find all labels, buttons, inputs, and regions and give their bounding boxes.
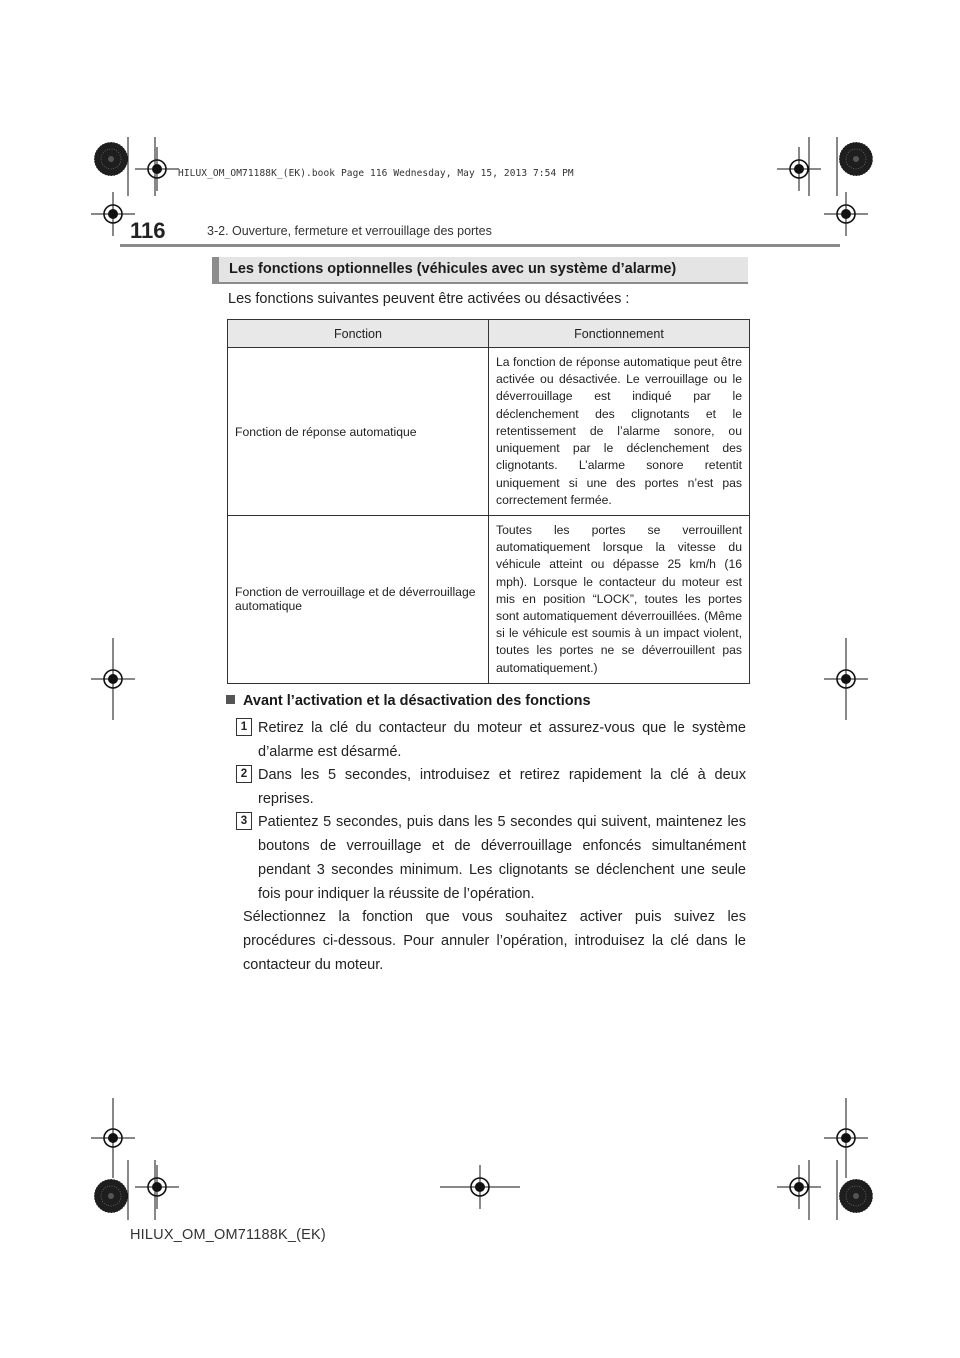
registration-mark-icon: [135, 147, 179, 191]
star-target-icon: [839, 142, 873, 176]
procedure-heading: [226, 693, 591, 709]
table-row: [228, 516, 750, 684]
column-header: Fonctionnement: [489, 320, 750, 348]
function-name: Fonction de verrouillage et de déverrouillage automatique: [228, 516, 489, 684]
section-intro: Les fonctions suivantes peuvent être activées ou désactivées :: [228, 291, 630, 307]
registration-mark-icon: [824, 192, 868, 236]
registration-mark-icon: [91, 192, 135, 236]
function-operation: La fonction de réponse automatique peut être activée ou désactivée. Le verrouillage ou le déverrouillage est indiqué par le déclenchement des clignotants et le retentissement de l’alarme sonore, ou uniquement par le déclenchement des clignotants. L’alarme sonore retentit uniquement si une des portes n’est pas correctement fermée.: [489, 348, 750, 516]
step-item: [236, 810, 746, 906]
book-info: HILUX_OM_OM71188K_(EK).book Page 116 Wednesday, May 15, 2013 7:54 PM: [178, 168, 574, 179]
step-number-badge: 2: [236, 765, 252, 783]
square-bullet-icon: [226, 695, 235, 704]
table-header-row: [228, 320, 750, 348]
star-target-icon: [94, 142, 128, 176]
column-header: Fonction: [228, 320, 489, 348]
closing-paragraph: Sélectionnez la fonction que vous souhaitez activer puis suivez les procédures ci-dessous. Pour annuler l’opération, introduisez la clé dans le contacteur du moteur.: [243, 909, 746, 973]
step-item: [236, 716, 746, 764]
functions-table: [227, 319, 750, 684]
chapter-title: 3-2. Ouverture, fermeture et verrouillage des portes: [207, 224, 492, 238]
star-target-icon: [839, 1179, 873, 1213]
step-item: [236, 763, 746, 811]
step-text: Retirez la clé du contacteur du moteur et assurez-vous que le système d’alarme est désarmé.: [258, 720, 746, 760]
star-target-icon: [94, 1179, 128, 1213]
function-operation: Toutes les portes se verrouillent automatiquement lorsque la vitesse du véhicule atteint ou dépasse 25 km/h (16 mph). Lorsque le contacteur du moteur est mis en position “LOCK”, toutes les portes sont automatiquement déverrouillées. (Même si le véhicule est soumis à un impact violent, toutes les portes ne se déverrouillent pas automatiquement.): [489, 516, 750, 684]
registration-mark-icon: [135, 1165, 179, 1209]
table-row: [228, 348, 750, 516]
page-number: 116: [130, 218, 166, 243]
procedure-heading-text: Avant l’activation et la désactivation des fonctions: [243, 693, 591, 709]
registration-mark-icon: [777, 1165, 821, 1209]
step-text: Patientez 5 secondes, puis dans les 5 secondes qui suivent, maintenez les boutons de verrouillage et de déverrouillage enfoncés simultanément pendant 3 secondes minimum. Les clignotants se déclenchent une seule fois pour indiquer la réussite de l’opération.: [258, 814, 746, 902]
step-number-badge: 1: [236, 718, 252, 736]
footer-model-code: HILUX_OM_OM71188K_(EK): [130, 1227, 326, 1243]
step-number-badge: 3: [236, 812, 252, 830]
step-text: Dans les 5 secondes, introduisez et retirez rapidement la clé à deux reprises.: [258, 767, 746, 807]
registration-mark-icon: [777, 147, 821, 191]
header-rule: [120, 244, 840, 247]
section-heading: Les fonctions optionnelles (véhicules avec un système d’alarme): [212, 257, 748, 284]
function-name: Fonction de réponse automatique: [228, 348, 489, 516]
